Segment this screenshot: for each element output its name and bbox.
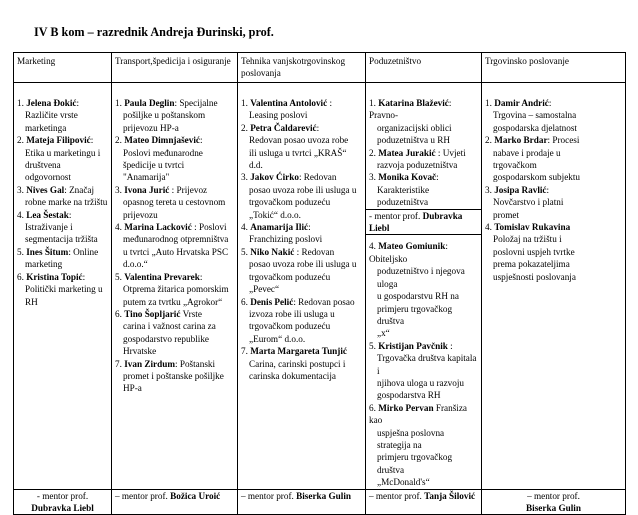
mentor-marketing: - mentor prof. Dubravka Liebl bbox=[14, 489, 112, 515]
topic-line: poduzetništvo i njegova uloga bbox=[377, 266, 465, 289]
student-name: Marta Margareta Tunjić bbox=[250, 346, 347, 357]
topic-line: poduzetništva u RH bbox=[377, 135, 450, 146]
item-number: 2. bbox=[485, 135, 495, 146]
item-number: 7. bbox=[241, 346, 251, 357]
topic-line: uspješnosti poslovanja bbox=[493, 271, 576, 282]
student-name: Niko Nakić bbox=[250, 246, 295, 257]
topic-line: gospodarskom subjektu bbox=[493, 172, 581, 183]
topic-line: „Tokić“ d.o.o. bbox=[249, 209, 301, 220]
topic-start: : Redovan bbox=[294, 246, 335, 257]
topic-line: Poslovi međunarodne bbox=[123, 147, 203, 158]
student-line bbox=[115, 221, 234, 233]
topic-line: primjeru trgovačkog društva bbox=[377, 452, 453, 475]
student-name: Marko Brdar bbox=[494, 135, 548, 146]
student-name: Monika Kovač bbox=[378, 172, 437, 183]
topic-line: međunarodnog otpremništva bbox=[123, 234, 229, 245]
topic-line: Franchizing poslovi bbox=[249, 234, 323, 245]
list-item bbox=[369, 97, 478, 147]
student-name: Matea Jurakić bbox=[378, 147, 436, 158]
topic-line: robne marke na tržištu bbox=[25, 197, 108, 208]
student-name: Ivona Jurić bbox=[124, 184, 170, 195]
topic-line: Leasing poslovi bbox=[249, 110, 308, 121]
topic-line: Hrvatske bbox=[123, 346, 157, 357]
student-line bbox=[115, 134, 234, 146]
item-number: 2. bbox=[241, 122, 251, 133]
list-item bbox=[115, 184, 234, 221]
item-number: 6. bbox=[115, 308, 125, 319]
topics-table bbox=[13, 52, 626, 515]
topic-line: gospodarstvo republike bbox=[123, 333, 209, 344]
topic-line: pošiljke u poštanskom bbox=[123, 110, 206, 121]
student-name: Marina Lacković bbox=[124, 222, 192, 233]
topic-start: : bbox=[199, 271, 203, 282]
student-line bbox=[369, 97, 478, 122]
list-item bbox=[369, 147, 478, 172]
topic-line: Politički marketing u bbox=[25, 284, 103, 295]
topic-line: "Anamarija" bbox=[123, 172, 170, 183]
student-line bbox=[17, 209, 108, 221]
topic-line: prijevozu HP-a bbox=[123, 122, 179, 133]
topic-start: : Online bbox=[68, 246, 99, 257]
item-number: 1. bbox=[115, 98, 125, 108]
student-line bbox=[17, 271, 108, 283]
student-name: Tino Šopljarić bbox=[124, 308, 181, 319]
topic-line: nabave i prodaje u bbox=[493, 147, 561, 158]
topic-start: : Redovan posao bbox=[293, 296, 355, 307]
list-item bbox=[115, 134, 234, 184]
topic-start: : Poslovi bbox=[191, 222, 227, 233]
topic-start: : Značaj bbox=[64, 184, 95, 195]
item-number: 2. bbox=[115, 135, 125, 146]
item-number: 3. bbox=[369, 172, 379, 183]
list-item bbox=[241, 171, 362, 221]
student-line bbox=[241, 296, 362, 308]
transport-cell bbox=[112, 83, 238, 490]
student-name: Ivan Zirdum bbox=[124, 358, 175, 369]
student-name: Mateo Gomiunik bbox=[378, 241, 446, 252]
item-number: 4. bbox=[485, 222, 495, 233]
item-number: 1. bbox=[369, 98, 379, 108]
item-number: 4. bbox=[17, 209, 27, 220]
topic-line: „x“ bbox=[377, 328, 390, 339]
topic-start: : bbox=[436, 172, 439, 183]
topic-line: opasnog tereta u cestovnom bbox=[123, 197, 226, 208]
item-number: 4. bbox=[115, 222, 125, 233]
student-name: Valentina Antolović bbox=[250, 98, 328, 108]
topic-line: u gospodarstvu RH na bbox=[377, 291, 459, 302]
student-name: Lea Šestak bbox=[26, 209, 69, 220]
item-number: 4. bbox=[241, 222, 251, 233]
topic-line: promet i poštanske pošiljke bbox=[123, 370, 224, 381]
item-number: 2. bbox=[369, 147, 379, 158]
topic-line: trgovačkom poduzeću bbox=[249, 321, 331, 332]
list-item bbox=[115, 308, 234, 358]
student-name: Damir Andrić bbox=[494, 98, 549, 108]
student-name: Mateo Dimnjašević bbox=[124, 135, 200, 146]
topic-start: Franšiza kao bbox=[369, 402, 467, 426]
topic-start: : Poštanski bbox=[175, 358, 216, 369]
topic-start: : Pravno- bbox=[369, 98, 452, 121]
item-number: 6. bbox=[369, 402, 379, 413]
topic-start: : bbox=[447, 340, 453, 351]
column-header-marketing: Marketing bbox=[14, 53, 112, 83]
topic-start: : Procesi bbox=[547, 135, 580, 146]
page-title: IV B kom – razrednik Andreja Đurinski, prof. bbox=[34, 25, 274, 39]
item-number: 1. bbox=[17, 98, 27, 108]
mentor-mid-name: Dubravka Liebl bbox=[369, 210, 463, 234]
list-item bbox=[115, 221, 234, 271]
student-name: Nives Gal bbox=[26, 184, 65, 195]
student-line bbox=[115, 358, 234, 370]
topic-line: putem za tvrtku „Agrokor“ bbox=[123, 296, 223, 307]
item-number: 1. bbox=[485, 98, 495, 108]
student-name: Tomislav Rukavina bbox=[494, 222, 571, 233]
list-item bbox=[17, 246, 108, 271]
item-number: 5. bbox=[241, 246, 251, 257]
student-line bbox=[485, 184, 622, 196]
student-line bbox=[115, 184, 234, 196]
topic-line: Trgovina – samostalna bbox=[493, 110, 577, 121]
topic-line: posao uvoza robe ili usluga u bbox=[249, 184, 357, 195]
list-item bbox=[485, 97, 622, 134]
topic-line: gospodarstva RH bbox=[377, 390, 441, 401]
student-line bbox=[485, 97, 622, 109]
column-header-poduzetnistvo: Poduzetništvo bbox=[366, 53, 482, 83]
item-number: 3. bbox=[17, 184, 27, 195]
item-number: 5. bbox=[115, 271, 125, 282]
student-line bbox=[241, 345, 362, 357]
student-name: Petra Čaldarević bbox=[250, 122, 317, 133]
topic-line: Istraživanje i bbox=[25, 222, 73, 233]
student-line bbox=[17, 184, 108, 196]
topic-start: : bbox=[327, 98, 333, 108]
student-line bbox=[241, 221, 362, 233]
topic-line: poslovni uspjeh tvrtke bbox=[493, 246, 575, 257]
student-line bbox=[369, 147, 478, 159]
topic-line: Karakteristike poduzetništva bbox=[377, 184, 430, 208]
item-number: 7. bbox=[115, 358, 125, 369]
topic-start: : Uvjeti bbox=[435, 147, 466, 158]
list-item bbox=[241, 246, 362, 296]
column-header-tehnika: Tehnika vanjskotrgovinskog poslovanja bbox=[238, 53, 366, 83]
topic-line: u tvrtci „Auto Hrvatska PSC bbox=[123, 246, 229, 257]
student-line bbox=[241, 171, 362, 183]
list-item bbox=[17, 97, 108, 134]
topic-start: : bbox=[76, 98, 80, 108]
topic-line: ili usluga u tvrtci „KRAŠ“ bbox=[249, 147, 347, 158]
list-item bbox=[369, 402, 478, 489]
topic-line: Novčarstvo i platni bbox=[493, 197, 564, 208]
mentor-transport: – mentor prof. Božica Uroić bbox=[112, 489, 238, 515]
item-number: 3. bbox=[115, 184, 125, 195]
topic-line: njihova uloga u razvoju bbox=[377, 377, 465, 388]
student-line bbox=[115, 308, 234, 320]
item-number: 5. bbox=[17, 246, 27, 257]
topic-line: razvoja poduzetništva bbox=[377, 160, 458, 171]
topic-line: Etika u marketingu i bbox=[25, 147, 101, 158]
item-number: 3. bbox=[485, 184, 495, 195]
footer-row bbox=[14, 489, 626, 515]
topic-line: segmentacija tržišta bbox=[25, 234, 98, 245]
list-item bbox=[115, 271, 234, 308]
header-row bbox=[14, 53, 626, 83]
student-name: Paula Deglin bbox=[124, 98, 175, 108]
topic-line: Redovan posao uvoza robe bbox=[249, 135, 349, 146]
topic-line: HP-a bbox=[123, 383, 142, 394]
list-item bbox=[241, 122, 362, 172]
topic-start: Vrste bbox=[180, 308, 202, 319]
topic-line: RH bbox=[25, 296, 38, 307]
student-name: Kristijan Pavčnik bbox=[378, 340, 448, 351]
student-line bbox=[369, 340, 478, 352]
tehnika-cell bbox=[238, 83, 366, 490]
topic-start: : Specijalne bbox=[174, 98, 218, 108]
topic-line: Položaj na tržištu i bbox=[493, 234, 562, 245]
student-line bbox=[241, 97, 362, 109]
item-number: 1. bbox=[241, 98, 251, 108]
topic-line: špedicije u tvrtci bbox=[123, 160, 185, 171]
topic-start: : bbox=[199, 135, 203, 146]
topic-start: : bbox=[546, 184, 550, 195]
body-row bbox=[14, 83, 626, 490]
mentor-trgovinsko: – mentor prof. Biserka Gulin bbox=[482, 489, 626, 515]
student-name: Anamarija Ilić bbox=[250, 222, 309, 233]
topic-start: : bbox=[82, 271, 86, 282]
item-number: 6. bbox=[241, 296, 251, 307]
student-line bbox=[485, 221, 622, 233]
item-number: 6. bbox=[17, 271, 27, 282]
student-line bbox=[241, 246, 362, 258]
topic-line: „Pevec“ bbox=[249, 284, 280, 295]
student-line bbox=[115, 271, 234, 283]
list-item bbox=[485, 134, 622, 184]
topic-line: Otprema žitarica pomorskim bbox=[123, 284, 229, 295]
student-line bbox=[369, 402, 478, 427]
column-header-trgovinsko: Trgovinsko poslovanje bbox=[482, 53, 626, 83]
marketing-cell bbox=[14, 83, 112, 490]
student-name: Denis Pelić bbox=[250, 296, 294, 307]
student-name: Jakov Ćirko bbox=[250, 172, 299, 183]
student-name: Mirko Pervan bbox=[378, 402, 434, 413]
topic-line: Različite vrste bbox=[25, 110, 78, 121]
list-item bbox=[485, 184, 622, 221]
item-number: 3. bbox=[241, 172, 251, 183]
student-line bbox=[485, 134, 622, 146]
column-header-transport: Transport,špedicija i osiguranje bbox=[112, 53, 238, 83]
list-item bbox=[369, 240, 478, 339]
topic-line: carina i važnost carina za bbox=[123, 321, 216, 332]
topic-line: „McDonald's“ bbox=[377, 477, 430, 488]
list-item bbox=[241, 296, 362, 346]
topic-start: : bbox=[308, 222, 311, 233]
topic-line: d.d. bbox=[249, 160, 263, 171]
topic-line: izvoza robe ili usluga u bbox=[249, 308, 335, 319]
student-line bbox=[17, 97, 108, 109]
list-item bbox=[17, 209, 108, 246]
trgovinsko-cell bbox=[482, 83, 626, 490]
mentor-poduzetnistvo: – mentor prof. Tanja Šilović bbox=[366, 489, 482, 515]
topic-line: društvena odgovornost bbox=[25, 160, 71, 183]
student-name: Valentina Prevarek bbox=[124, 271, 200, 282]
topic-line: trgovačkom poduzeću bbox=[249, 197, 331, 208]
student-line bbox=[17, 134, 108, 146]
topic-start: : Prijevoz bbox=[169, 184, 208, 195]
topic-line: trgovačkom poduzeću bbox=[249, 271, 331, 282]
topic-start: : bbox=[316, 122, 320, 133]
topic-start: : bbox=[68, 209, 72, 220]
topic-line: carinska dokumentacija bbox=[249, 370, 336, 381]
topic-line: d.o.o.“ bbox=[123, 259, 148, 270]
student-line bbox=[241, 122, 362, 134]
item-number: 4. bbox=[369, 241, 379, 252]
student-name: Jelena Đokić bbox=[26, 98, 77, 108]
topic-line: organizacijski oblici bbox=[377, 122, 452, 133]
topic-start: : bbox=[548, 98, 552, 108]
list-item bbox=[241, 97, 362, 122]
mentor-mid-row: - mentor prof. Dubravka Liebl bbox=[366, 209, 481, 236]
list-item bbox=[241, 345, 362, 382]
topic-start: : bbox=[90, 135, 94, 146]
list-item bbox=[241, 221, 362, 246]
topic-line: marketinga bbox=[25, 122, 67, 133]
list-item bbox=[369, 340, 478, 402]
topic-line: posao uvoza robe ili usluga u bbox=[249, 259, 357, 270]
list-item bbox=[115, 358, 234, 395]
topic-start: : Obiteljsko bbox=[369, 241, 448, 264]
student-name: Katarina Blažević bbox=[378, 98, 449, 108]
student-line bbox=[369, 171, 478, 183]
list-item bbox=[485, 221, 622, 283]
list-item bbox=[369, 171, 478, 208]
topic-start: : Redovan bbox=[298, 172, 337, 183]
topic-line: promet bbox=[493, 209, 520, 220]
topic-line: trgovačkom bbox=[493, 160, 537, 171]
topic-line: Carina, carinski postupci i bbox=[249, 358, 346, 369]
item-number: 5. bbox=[369, 340, 379, 351]
mentor-tehnika: – mentor prof. Biserka Gulin bbox=[238, 489, 366, 515]
topic-line: gospodarska djelatnost bbox=[493, 122, 577, 133]
student-name: Kristina Topić bbox=[26, 271, 83, 282]
list-item bbox=[17, 184, 108, 209]
topic-line: prijevozu bbox=[123, 209, 158, 220]
student-name: Josipa Ravlić bbox=[494, 184, 547, 195]
topic-line: primjeru trgovačkog društva bbox=[377, 303, 453, 326]
list-item bbox=[17, 271, 108, 308]
student-line bbox=[115, 97, 234, 109]
topic-line: prema pokazateljima bbox=[493, 259, 570, 270]
student-name: Ines Šitum bbox=[26, 246, 69, 257]
student-line bbox=[17, 246, 108, 258]
list-item bbox=[17, 134, 108, 184]
list-item bbox=[115, 97, 234, 134]
poduzetnistvo-cell bbox=[366, 83, 482, 490]
student-line bbox=[369, 240, 478, 265]
topic-line: Trgovačka društva kapitala i bbox=[377, 353, 477, 376]
student-name: Mateja Filipović bbox=[26, 135, 91, 146]
item-number: 2. bbox=[17, 135, 27, 146]
topic-line: uspješna poslovna strategija na bbox=[377, 427, 445, 450]
topic-line: „Eurom“ d.o.o. bbox=[249, 333, 306, 344]
topic-line: marketing bbox=[25, 259, 63, 270]
